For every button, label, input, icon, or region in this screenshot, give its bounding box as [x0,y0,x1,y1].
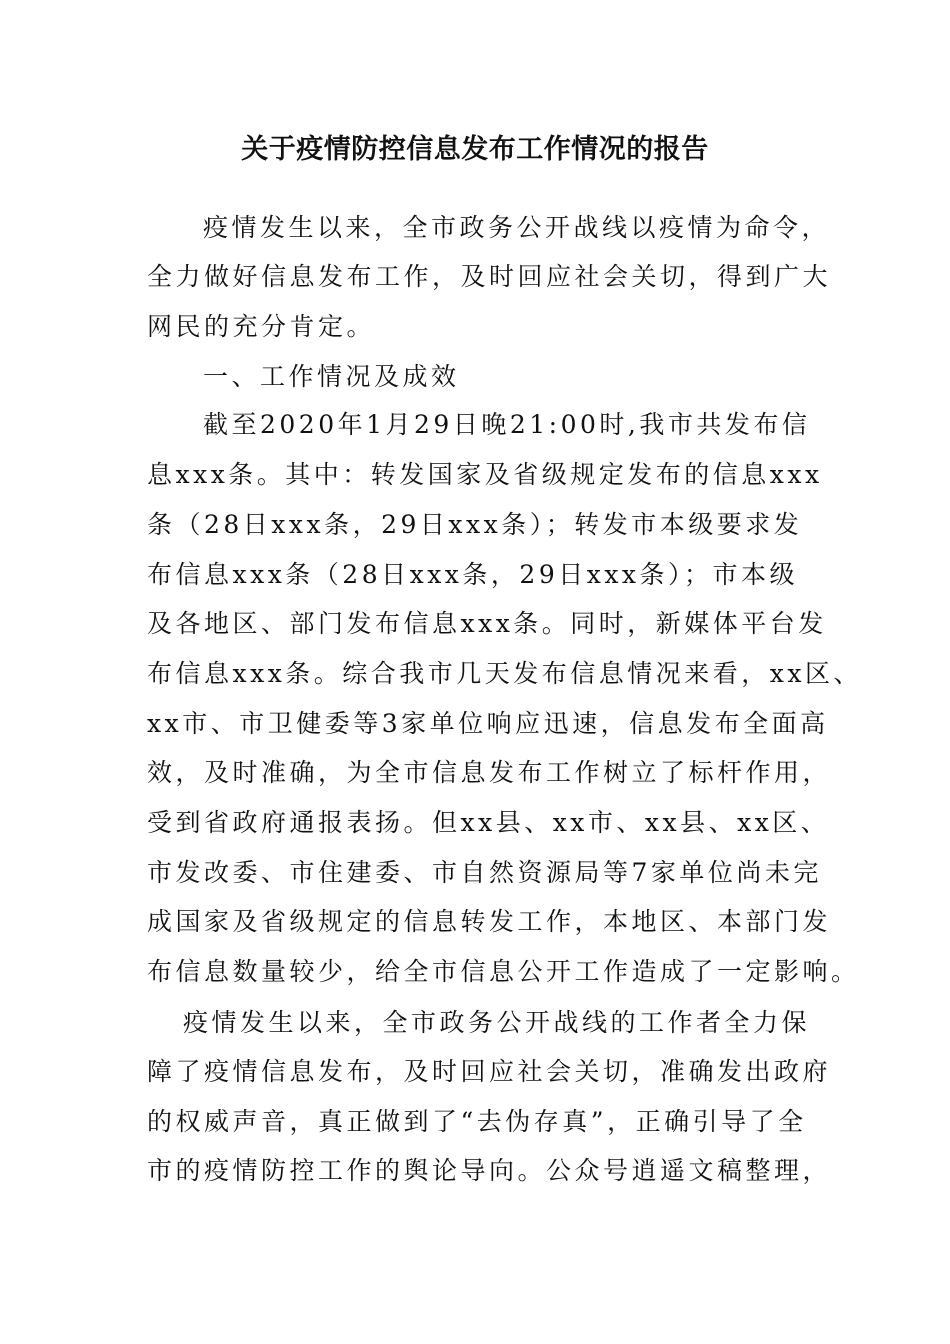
section-heading: 一、工作情况及成效 [203,362,460,391]
paragraph-line: 成国家及省级规定的信息转发工作，本地区、本部门发 [147,907,832,936]
paragraph-line: 市发改委、市住建委、市自然资源局等7家单位尚未完 [147,858,822,887]
document-title: 关于疫情防控信息发布工作情况的报告 [241,134,709,165]
paragraph-line: 效，及时准确，为全市信息发布工作树立了标杆作用， [147,758,832,787]
paragraph-line: 布信息xxx条（28日xxx条，29日xxx条）；市本级 [147,560,799,589]
paragraph-line: 布信息xxx条。综合我市几天发布信息情况来看，xx区、 [147,659,862,688]
paragraph-line: 疫情发生以来，全市政务公开战线以疫情为命令， [203,213,831,242]
paragraph-line: 息xxx条。其中：转发国家及省级规定发布的信息xxx [147,460,823,489]
paragraph-line: 市的疫情防控工作的舆论导向。公众号逍遥文稿整理， [147,1156,832,1185]
paragraph-line: 疫情发生以来，全市政务公开战线的工作者全力保 [183,1008,811,1037]
paragraph-line: 布信息数量较少，给全市信息公开工作造成了一定影响。 [147,957,860,986]
paragraph-line: xx市、市卫健委等3家单位响应迅速，信息发布全面高 [147,709,829,738]
paragraph-line: 截至2020年1月29日晚21:00时,我市共发布信 [203,410,811,439]
paragraph-line: 受到省政府通报表扬。但xx县、xx市、xx县、xx区、 [147,808,830,837]
paragraph-line: 条（28日xxx条，29日xxx条）；转发市本级要求发 [147,510,803,539]
paragraph-line: 障了疫情信息发布，及时回应社会关切，准确发出政府 [147,1057,832,1086]
paragraph-line: 及各地区、部门发布信息xxx条。同时，新媒体平台发 [147,609,827,638]
paragraph-line: 网民的充分肯定。 [147,312,376,341]
paragraph-line: 的权威声音，真正做到了“去伪存真”，正确引导了全 [147,1107,807,1136]
paragraph-line: 全力做好信息发布工作，及时回应社会关切，得到广大 [147,262,832,291]
